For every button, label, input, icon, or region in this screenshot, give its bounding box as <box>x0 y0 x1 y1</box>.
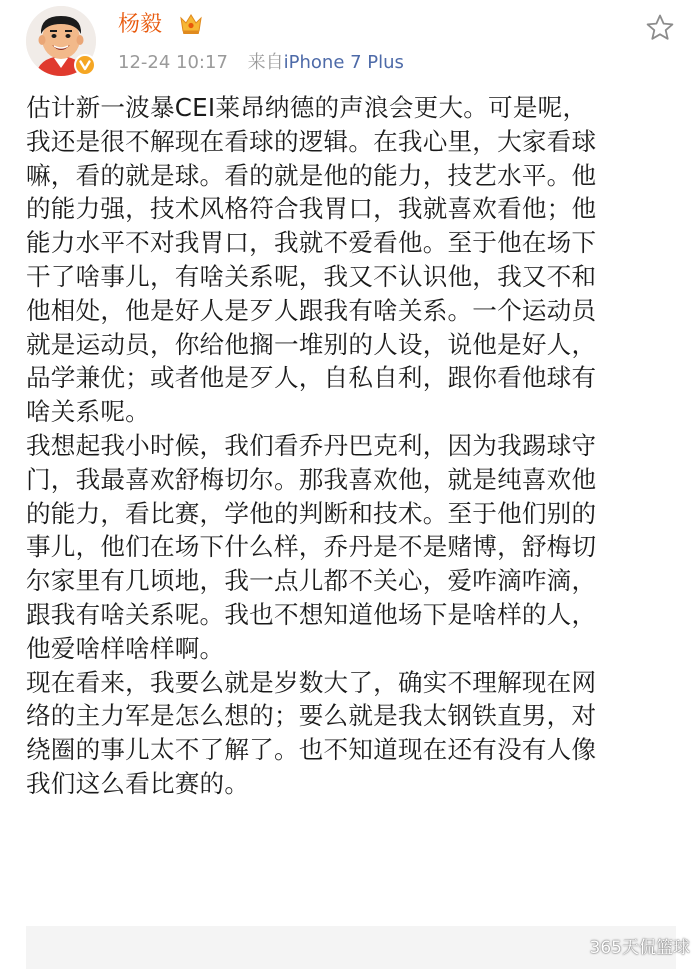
post-paragraph: 我想起我小时候，我们看乔丹巴克利，因为我踢球守 门，我最喜欢舒梅切尔。那我喜欢他，就是纯喜欢他 的能力，看比赛，学他的判断和技术。至于他们别的 事儿，他们在场下什么样，乔丹是不是赌博，舒梅切 尔家里有几顷地，我一点儿都不关心，爱咋滴咋滴， 跟我有啥关系呢。我也不想知道他场下是啥样的人， 他爱啥样啥样啊。 <box>26 430 597 663</box>
verified-icon <box>74 54 96 76</box>
source-prefix: 来自 <box>247 52 284 73</box>
watermark-text: 365天侃篮球 <box>589 938 690 958</box>
post-header <box>0 0 700 90</box>
bottom-bar <box>26 926 676 969</box>
star-outline-icon[interactable] <box>644 12 676 44</box>
vip-member-icon[interactable] <box>178 11 204 37</box>
source-device-link[interactable]: iPhone 7 Plus <box>283 52 404 73</box>
post-paragraph: 现在看来，我要么就是岁数大了，确实不理解现在网 络的主力军是怎么想的；要么就是我太钢铁直男，对 绕圈的事儿太不了解了。也不知道现在还有没有人像 我们这么看比赛的。 <box>26 667 597 798</box>
post-paragraph: 估计新一波暴CEI莱昂纳德的声浪会更大。可是呢， 我还是很不解现在看球的逻辑。在我心里，大家看球 嘛，看的就是球。看的就是他的能力，技艺水平。他 的能力强，技术风格符合我胃口，我就喜欢看他；他 能力水平不对我胃口，我就不爱看他。至于他在场下 干了啥事儿，有啥关系呢，我又不认识他，我又不和 他相处，他是好人是歹人跟我有啥关系。一个运动员 就是运动员，你给他搁一堆别的人设，说他是好人， 品学兼优；或者他是歹人，自私自利，跟你看他球有 啥关系呢。 <box>26 93 597 427</box>
author-name[interactable]: 杨毅 <box>118 12 163 37</box>
post-body <box>26 91 666 801</box>
post-meta <box>118 50 404 76</box>
post-timestamp: 12-24 10:17 <box>118 52 228 73</box>
